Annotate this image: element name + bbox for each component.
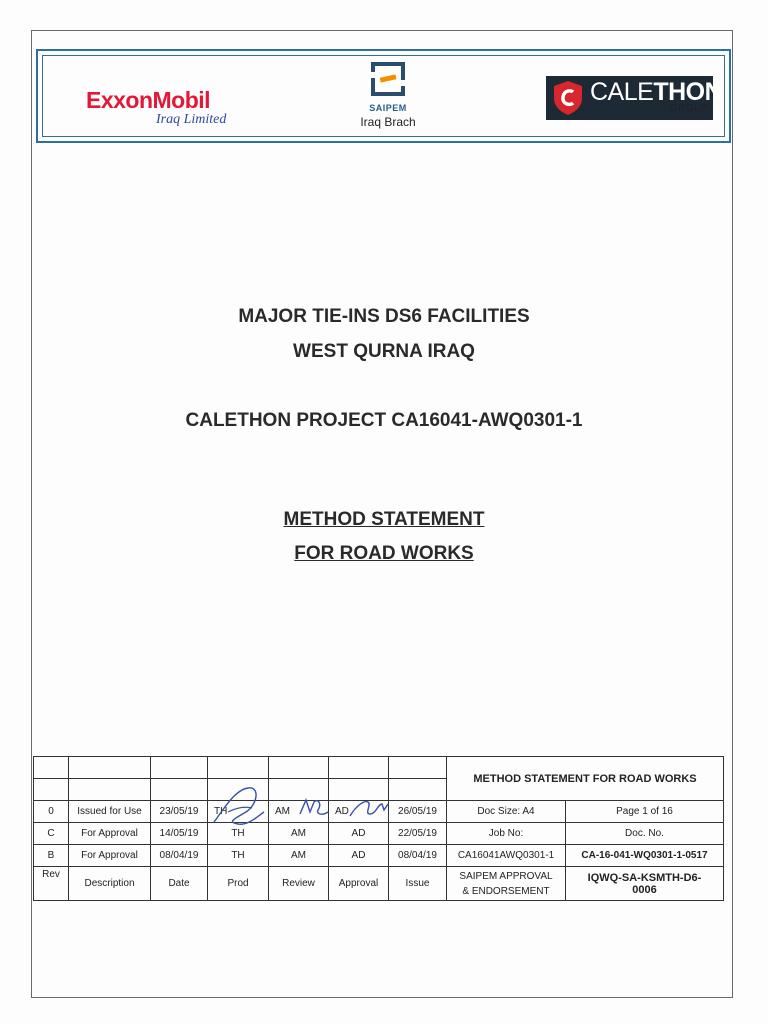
calethon-name-a: CALE [590,78,654,106]
blank-row-1 [34,757,724,779]
job-no-cell: CA16041AWQ0301-1 [447,845,566,867]
approval-cell: AD [329,801,389,823]
saipem-logo [340,62,436,129]
approval-header: Approval [329,867,389,901]
calethon-group: GROUP [669,103,709,114]
exxonmobil-name: ExxonMobil [86,87,211,113]
saipem-name: SAIPEM [369,103,407,113]
doc-no-label-cell: Doc. No. [566,823,724,845]
description-cell: For Approval [69,845,151,867]
saipem-doc-no-cell: IQWQ-SA-KSMTH-D6-0006 [566,867,724,901]
signature-review [296,794,332,820]
issue-cell: 26/05/19 [389,801,447,823]
rev-cell: 0 [34,801,69,823]
date-cell: 23/05/19 [151,801,208,823]
issue-cell: 08/04/19 [389,845,447,867]
prod-header: Prod [208,867,269,901]
table-row [34,845,724,867]
prod-cell: TH [208,823,269,845]
issue-cell: 22/05/19 [389,823,447,845]
signature-approval [346,796,390,820]
date-cell: 08/04/19 [151,845,208,867]
calethon-shield-icon [552,80,584,116]
saipem-approval-cell [447,867,566,901]
saipem-mark-icon [371,62,405,96]
signature-prod [208,782,270,832]
saipem-approval-line-2: & ENDORSEMENT [462,885,550,897]
description-cell: For Approval [69,823,151,845]
calethon-logo [546,76,723,120]
rev-header: Rev [34,867,69,901]
review-header: Review [269,867,329,901]
description-cell: Issued for Use [69,801,151,823]
table-row [34,823,724,845]
doc-no-cell: CA-16-041-WQ0301-1-0517 [566,845,724,867]
doc-title-cell: METHOD STATEMENT FOR ROAD WORKS [447,757,724,801]
approval-cell: AD [329,845,389,867]
rev-cell: C [34,823,69,845]
revision-table [33,756,724,901]
job-no-label-cell: Job No: [447,823,566,845]
rev-cell: B [34,845,69,867]
doc-size-cell: Doc Size: A4 [447,801,566,823]
exxonmobil-logo [86,87,226,128]
prod-cell: TH [208,845,269,867]
description-header: Description [69,867,151,901]
exxonmobil-subtitle: Iraq Limited [156,112,227,127]
review-cell: AM [269,845,329,867]
saipem-approval-line-1: SAIPEM APPROVAL [459,870,553,882]
title-line-1: MAJOR TIE-INS DS6 FACILITIES [238,306,530,327]
page-cell: Page 1 of 16 [566,801,724,823]
header-row [34,867,724,901]
title-line-5: FOR ROAD WORKS [294,543,474,564]
review-cell: AM [269,823,329,845]
title-line-4: METHOD STATEMENT [283,509,485,530]
approval-cell: AD [329,823,389,845]
date-cell: 14/05/19 [151,823,208,845]
review-cell: AM [269,801,329,823]
title-line-2: WEST QURNA IRAQ [293,341,475,362]
prod-cell: TH [208,801,269,823]
calethon-name-b: THON [653,78,723,106]
date-header: Date [151,867,208,901]
title-line-3: CALETHON PROJECT CA16041-AWQ0301-1 [185,410,583,431]
saipem-subtitle: Iraq Brach [360,115,416,129]
issue-header: Issue [389,867,447,901]
